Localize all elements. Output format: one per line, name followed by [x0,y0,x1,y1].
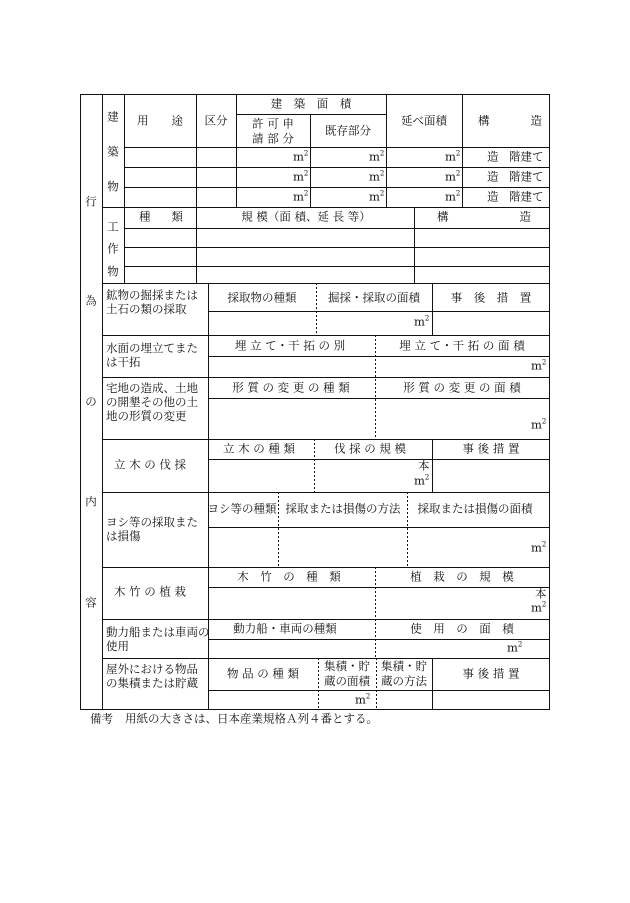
nobe-menseki-header: 延べ面積 [401,113,447,128]
m2-unit: $m^2$ [531,540,547,555]
kyoka-line1: 許 可 申 [252,116,294,131]
takuchi-label: 宅地の造成、土地の開墾その他の土地の形質の変更 [106,381,198,423]
kaidate-label: 階建て [509,189,544,204]
kouzou-header: 構 造 [478,113,542,128]
takuchi-col2: 形 質 の 変 更 の 面 積 [403,380,521,395]
okugai-col3: 集積・貯 蔵の方法 [381,659,427,688]
ryuboku-col2: 伐 採 の 規 模 [333,441,407,456]
kobutsu-col3: 事 後 措 置 [450,290,532,305]
kobutsu-label: 鉱物の掘採または土石の類の採取 [106,288,198,316]
chikuboku-label: 木 竹 の 植 栽 [113,584,187,599]
takuchi-col1: 形 質 の 変 更 の 種 類 [232,380,350,395]
douryoku-label: 動力船または車両の使用 [106,625,210,653]
kaidate-label: 階建て [509,169,544,184]
kyoka-line2: 請 部 分 [252,131,294,146]
chikuboku-col1: 木 竹 の 種 類 [237,569,341,584]
okugai-col4: 事 後 措 置 [462,666,520,681]
m2-unit: $m^2$ [293,149,309,164]
kouzou-header-2: 構 造 [437,209,531,224]
umetate-col2: 埋 立 て・干 拓 の 面 積 [399,338,525,353]
kenchiku-char-2: 築 [107,144,119,159]
kousaku-char-1: 工 [107,219,119,234]
umetate-col1: 埋 立 て・干 拓 の 別 [234,338,346,353]
douryoku-col1: 動力船・車両の種類 [233,621,337,636]
ryuboku-col3: 事 後 措 置 [462,441,520,456]
ryuboku-label: 立 木 の 伐 採 [113,457,187,472]
m2-unit: $m^2$ [414,314,430,329]
okugai-label: 屋外における物品の集積または貯蔵 [106,662,198,690]
m2-unit: $m^2$ [355,692,371,707]
ryuboku-col1: 立 木 の 種 類 [222,441,296,456]
kobutsu-col1: 採取物の種類 [227,290,297,305]
kousaku-char-3: 物 [107,264,119,279]
m2-unit: $m^2$ [293,169,309,184]
okugai-col1: 物 品 の 種 類 [226,666,300,681]
m2-unit: $m^2$ [414,473,430,488]
m2-unit: $m^2$ [445,189,461,204]
m2-unit: $m^2$ [369,189,385,204]
youto-header: 用 途 [137,113,183,128]
m2-unit: $m^2$ [293,189,309,204]
m2-unit: $m^2$ [369,169,385,184]
act-char-1: 行 [85,194,97,209]
okugai-col2: 集積・貯 蔵の面積 [324,659,370,688]
kibo-header: 規 模（面 積、延 長 等） [241,209,371,224]
zou-label: 造 [487,149,499,164]
m2-unit: $m^2$ [531,600,547,615]
m2-unit: $m^2$ [507,640,523,655]
m2-unit: $m^2$ [531,417,547,432]
umetate-label: 水面の埋立てまたは干拓 [106,341,198,369]
yoshi-label: ヨシ等の採取または損傷 [106,515,198,543]
kenchiku-char-3: 物 [107,179,119,194]
act-char-4: 内 [85,494,97,509]
yoshi-col1: ヨシ等の種類 [207,501,277,516]
m2-unit: $m^2$ [531,358,547,373]
m2-unit: $m^2$ [369,149,385,164]
kubun-header: 区分 [204,113,228,128]
chikuboku-col2: 植 栽 の 規 模 [410,569,514,584]
hon-unit: 本 [535,586,547,601]
note-label: 備考 [90,711,113,726]
act-char-5: 容 [85,595,97,610]
m2-unit: $m^2$ [445,149,461,164]
kousaku-char-2: 作 [107,241,119,256]
kobutsu-col2: 掘採・採取の面積 [328,290,420,305]
act-char-3: の [85,394,97,409]
kison-header: 既存部分 [325,123,371,138]
act-char-2: 為 [85,293,97,308]
shurui-header: 種 類 [139,209,183,224]
kaidate-label: 階建て [509,149,544,164]
yoshi-col2: 採取または損傷の方法 [285,501,401,516]
hon-unit: 本 [418,458,430,473]
zou-label: 造 [487,169,499,184]
note-text: 用紙の大きさは、日本産業規格Ａ列４番とする。 [125,711,378,726]
douryoku-col2: 使 用 の 面 積 [410,621,514,636]
kenchiku-char-1: 建 [107,109,119,124]
m2-unit: $m^2$ [445,169,461,184]
zou-label: 造 [487,189,499,204]
kenchiku-menseki-header: 建 築 面 積 [270,96,352,111]
yoshi-col3: 採取または損傷の面積 [417,501,533,516]
